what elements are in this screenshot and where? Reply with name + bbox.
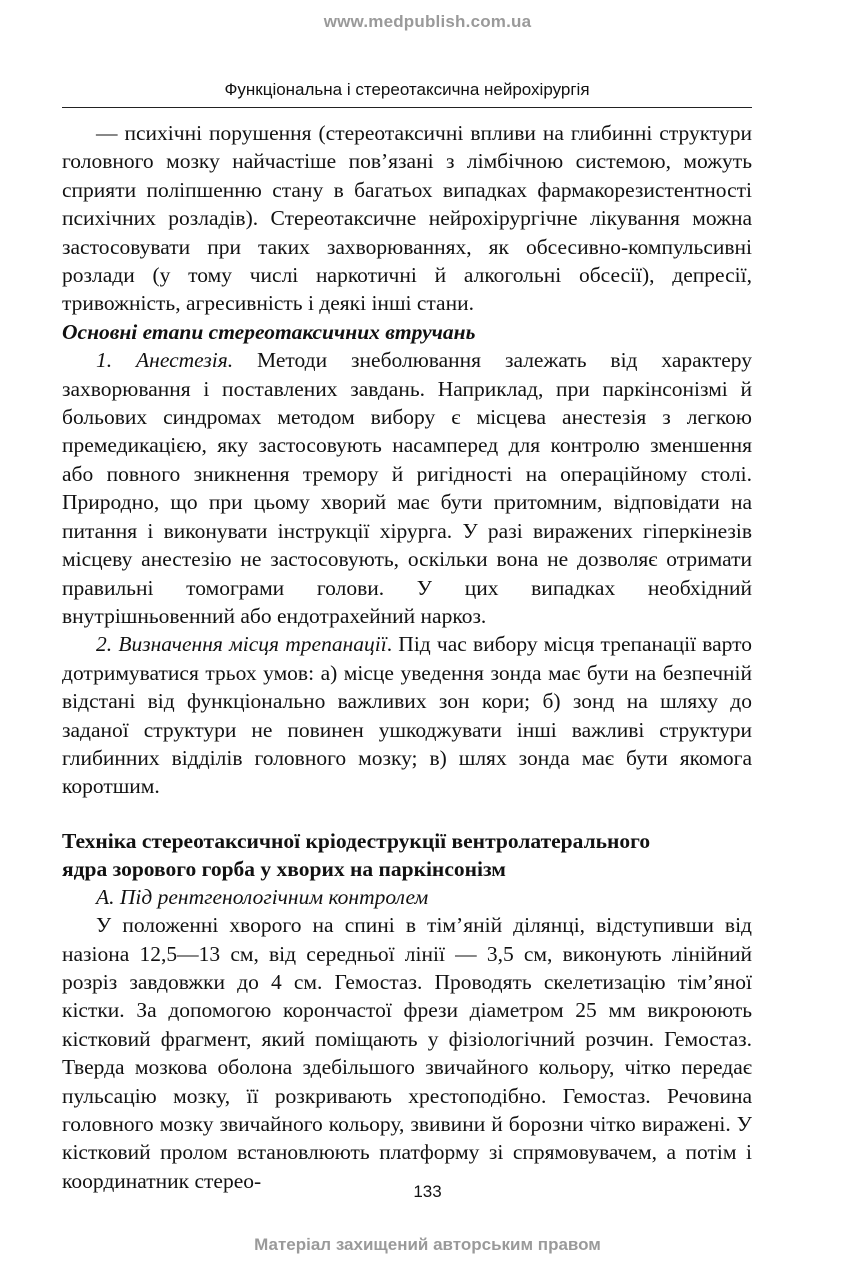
- chapter-title-line2: ядра зорового горба у хворих на паркінсонізм: [62, 856, 506, 881]
- running-head: Функціональна і стереотаксична нейрохірургія: [224, 80, 590, 99]
- paragraph-anesthesia: [62, 346, 752, 630]
- chapter-title: [62, 827, 752, 883]
- section-spacer: [62, 801, 752, 827]
- watermark-top: www.medpublish.com.ua: [323, 12, 532, 31]
- intro-paragraph: — психічні порушення (стереотаксичні впливи на глибинні структури головного мозку найчастіше пов’язані з лімбічною системою, можуть сприяти поліпшенню стану в багатьох випадках фармакорезистентності психічних розладів). Стереотаксичне нейрохірургічне лікування можна застосовувати при таких захворюваннях, як обсесивно-компульсивні розлади (у тому числі наркотичні й алкогольні обсесії), депресії, тривожність, агресивність і деякі інші стани.: [62, 121, 752, 316]
- section-title: Основні етапи стереотаксичних втручань: [62, 319, 476, 344]
- header-divider: [62, 107, 752, 108]
- subheading-xray-control: А. Під рентгенологічним контролем: [96, 884, 429, 909]
- paragraph-anesthesia-lead: 1. Анестезія.: [96, 348, 234, 373]
- paragraph-technique: У положенні хворого на спині в тім’яній ділянці, відступивши від назіона 12,5—13 см, від середньої лінії — 3,5 см, виконують лінійний розріз завдовжки до 4 см. Гемостаз. Проводять скелетизацію тім’яної кістки. За допомогою корончастої фрези діаметром 25 мм викроюють кістковий фрагмент, який поміщають у фізіологічний розчин. Гемостаз. Тверда мозкова оболона здебільшого звичайного кольору, чітко передає пульсацію мозку, її розкривають хрестоподібно. Гемостаз. Речовина головного мозку звичайного кольору, звивини й борозни чітко виражені. У кістковий пролом встановлюють платформу зі спрямовувачем, а потім і координатник стерео-: [62, 913, 752, 1193]
- page-body: [62, 119, 752, 1195]
- paragraph-trepanation-text: . Під час вибору місця трепанації варто дотримуватися трьох умов: а) місце уведення зонда має бути на безпечній відстані від функціонально важливих зон кори; б) зонд на шляху до заданої структури не повинен ушкоджувати інші важливі структури глибинних відділів головного мозку; в) шлях зонда має бути якомога коротшим.: [62, 632, 752, 799]
- page-number: 133: [413, 1182, 442, 1201]
- paragraph-anesthesia-text: Методи знеболювання залежать від характеру захворювання і поставлених завдань. Наприклад, при паркінсонізмі й больових синдромах методом вибору є місцева анестезія з легкою премедикацією, яку застосовують насамперед для контролю зменшення або повного зникнення тремору й ригідності на операційному столі. Природно, що при цьому хворий має бути притомним, відповідати на питання і виконувати інструкції хірурга. У разі виражених гіперкінезів місцеву анестезію не застосовують, оскільки вона не дозволяє отримати правильні томограми голови. У цих випадках необхідний внутрішньовенний або ендотрахейний наркоз.: [62, 348, 752, 628]
- chapter-title-line1: Техніка стереотаксичної кріодеструкції вентролатерального: [62, 828, 651, 853]
- watermark-bottom: Матеріал захищений авторським правом: [254, 1235, 601, 1254]
- paragraph-trepanation-lead: 2. Визначення місця трепанації: [96, 632, 387, 657]
- paragraph-trepanation: [62, 630, 752, 800]
